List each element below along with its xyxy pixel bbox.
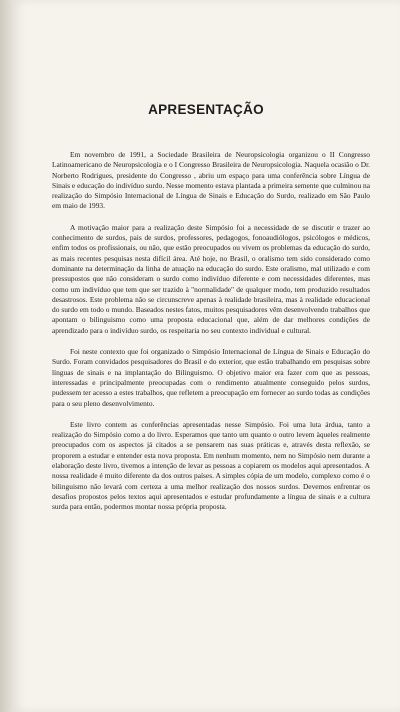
book-page [12, 0, 400, 712]
page-title: APRESENTAÇÃO [148, 102, 264, 117]
book-gutter [0, 0, 12, 712]
paragraph-2: A motivação maior para a realização deste Simpósio foi a necessidade de se discutir e trazer ao conhecimento de surdos, pais de surdos, professores, pedagogos, fonoaudiólogos, psicólogos e médicos, enfim todos os profissionais, ou não, que estão preocupados ou vivem os problemas da educação do surdo, as mais recentes pesquisas nesta difícil área. Até hoje, no Brasil, o oralismo tem sido considerado como dominante na determinação da linha de atuação na educação do surdo. Este oralismo, mal utilizado e com pressupostos que não consideram o surdo como indivíduo diferente e com necessidades diferentes, mas como um indivíduo que tem que ser trazido à "normalidade" de qualquer modo, tem produzido resultados desastrosos. Este problema não se circunscreve apenas à realidade brasileira, mas à realidade educacional do surdo em todo o mundo. Baseados nestes fatos, muitos pesquisadores vêm desenvolvendo trabalhos que apontam o bilinguismo como uma proposta educacional que, além de dar melhores condições de aprendizado para o indivíduo surdo, os respeitaria no seu contexto individual e cultural. [52, 222, 370, 335]
paragraph-1: Em novembro de 1991, a Sociedade Brasileira de Neuropsicologia organizou o II Congresso Latinoamericano de Neuropsicologia e o I Congresso Brasileira de Neuropsicologia. Naquela ocasião o Dr. Norberto Rodrigues, presidente do Congresso , abriu um espaço para uma conferência sobre Língua de Sinais e educação do indivíduo surdo. Nesse momento estava plantada a primeira semente que culminou na realização do Simpósio Internacional de Língua de Sinais e Educação do Surdo, realizado em São Paulo em maio de 1993. [52, 150, 370, 211]
body-text [52, 150, 370, 524]
paragraph-3: Foi neste contexto que foi organizado o Simpósio Internacional de Língua de Sinais e Educação do Surdo. Foram convidados pesquisadores do Brasil e do exterior, que estão trabalhando em pesquisas sobre línguas de sinais e na implantação do Bilinguismo. O objetivo maior era fazer com que as pessoas, interessadas e principalmente preocupadas com o rendimento atualmente conseguido pelos surdos, pudessem ter acesso a estes trabalhos, que refletem a preocupação em fornecer ao surdo todas as condições para o seu pleno desenvolvimento. [52, 347, 370, 408]
paragraph-4: Este livro contem as conferências apresentadas nesse Simpósio. Foi uma luta árdua, tanto a realização do Simpósio como a do livro. Esperamos que tanto um quanto o outro levem àqueles realmente preocupados com os aspectos já citados a se pensarem nas suas práticas e, através desta reflexão, se proporem a estudar e entender esta nova proposta. Em nenhum momento, nem no Simpósio nem durante a elaboração deste livro, tivemos a intenção de levar as pessoas a copiarem os modelos aqui apresentados. A nossa realidade é muito diferente da dos outros países. A simples cópia de um modelo, complexo como é o bilinguismo não levará com certeza a uma melhor realização dos nossos surdos. Devemos enfrentar os desafios propostos pelos textos aqui apresentados e estudar profundamente a língua de sinais e a cultura surda para então, podermos montar nossa própria proposta. [52, 419, 370, 512]
